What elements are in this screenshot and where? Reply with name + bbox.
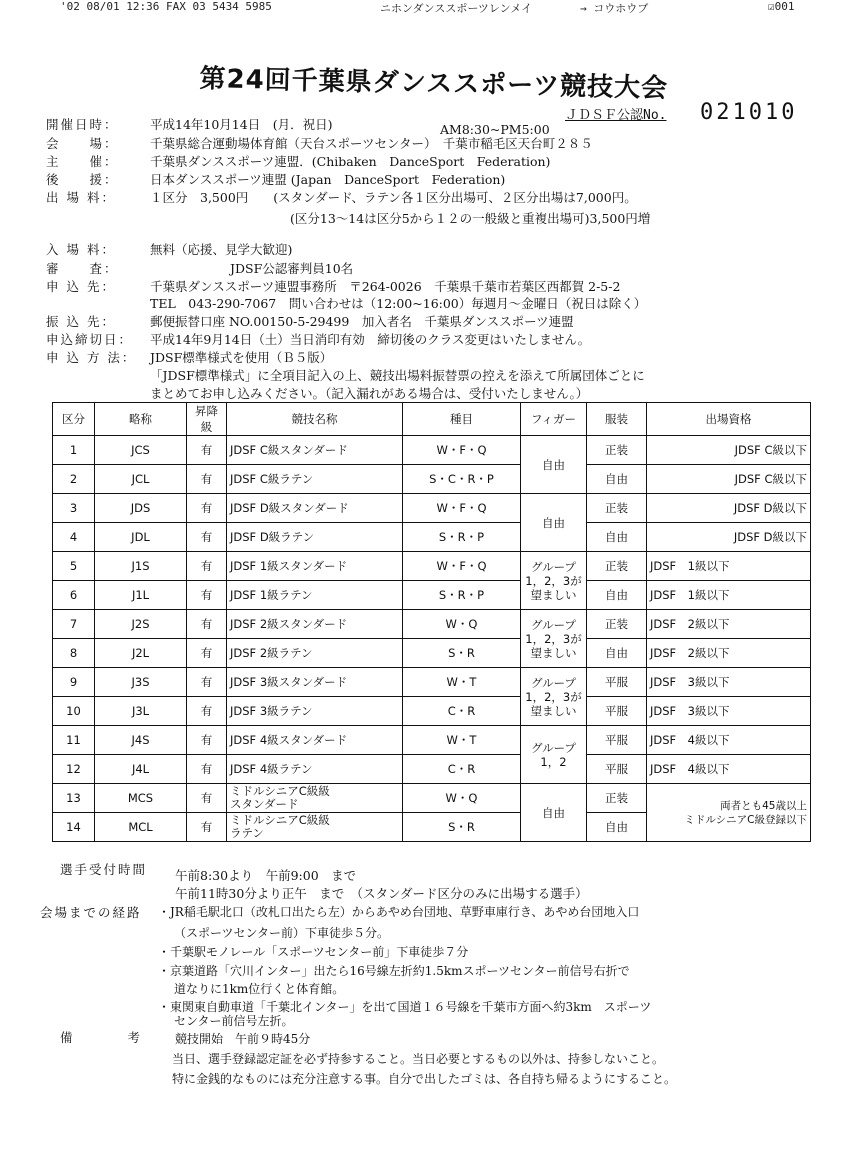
info-value-contact: TEL 043-290-7067 問い合わせは（12:00~16:00）毎週月～金曜日（祝日は除く） bbox=[150, 296, 647, 311]
info-label-judging: 審 査： bbox=[46, 261, 119, 276]
cell-name: JDSF 3級スタンダード bbox=[227, 668, 403, 697]
col-header-division: 区分 bbox=[53, 403, 95, 436]
cell-dress: 自由 bbox=[587, 813, 647, 842]
cell-promotion: 有 bbox=[187, 610, 227, 639]
col-header-qualification: 出場資格 bbox=[647, 403, 811, 436]
info-value-fee-note: (区分13～14は区分5から１２の一般級と重複出場可)3,500円増 bbox=[290, 211, 651, 226]
cell-figure: グループ1，2，3が望ましい bbox=[521, 610, 587, 668]
info-value-date: 平成14年10月14日 (月．祝日) bbox=[150, 117, 333, 132]
cell-qualification: JDSF 2級以下 bbox=[647, 610, 811, 639]
cell-promotion: 有 bbox=[187, 668, 227, 697]
cell-qualification: JDSF C級以下 bbox=[647, 436, 811, 465]
fax-sender: ニホンダンススポーツレンメイ bbox=[380, 2, 533, 15]
col-header-dress: 服装 bbox=[587, 403, 647, 436]
reception-line-1: 午前8:30より 午前9:00 まで bbox=[175, 868, 357, 883]
cell-event: S・R bbox=[403, 639, 521, 668]
cell-event: S・R・P bbox=[403, 523, 521, 552]
fax-timestamp: '02 08/01 12:36 FAX 03 5434 5985 bbox=[60, 0, 272, 13]
cell-name: JDSF 1級ラテン bbox=[227, 581, 403, 610]
info-label-organizer: 主 催： bbox=[46, 154, 119, 169]
cell-name-line-2: スタンダード bbox=[230, 797, 299, 811]
cell-promotion: 有 bbox=[187, 755, 227, 784]
cell-event: W・F・Q bbox=[403, 494, 521, 523]
cell-qualification bbox=[647, 784, 811, 842]
publication-label: ＪＤＳＦ公認No. bbox=[565, 108, 667, 123]
cell-division: 6 bbox=[53, 581, 95, 610]
cell-division: 8 bbox=[53, 639, 95, 668]
cell-abbr: MCS bbox=[95, 784, 187, 813]
cell-division: 12 bbox=[53, 755, 95, 784]
cell-promotion: 有 bbox=[187, 726, 227, 755]
table-row bbox=[53, 697, 811, 726]
info-value-admission: 無料（応援、見学大歓迎) bbox=[150, 242, 293, 257]
route-line-3: ・千葉駅モノレール「スポーツセンター前」下車徒歩７分 bbox=[158, 945, 469, 959]
cell-qualification-line-2: ミドルシニアC級登録以下 bbox=[684, 813, 807, 826]
remarks-label: 備 考 bbox=[60, 1030, 151, 1045]
route-line-6: ・東関東自動車道「千葉北インター」を出て国道１６号線を千葉市方面へ約3km スポーツ bbox=[158, 1000, 652, 1014]
cell-dress: 平服 bbox=[587, 668, 647, 697]
route-line-4: ・京葉道路「穴川インター」出たら16号線左折約1.5kmスポーツセンター前信号右折で bbox=[158, 964, 630, 978]
cell-promotion: 有 bbox=[187, 523, 227, 552]
cell-qualification: JDSF C級以下 bbox=[647, 465, 811, 494]
cell-figure: 自由 bbox=[521, 784, 587, 842]
cell-dress: 正装 bbox=[587, 436, 647, 465]
cell-promotion: 有 bbox=[187, 465, 227, 494]
cell-qualification: JDSF 1級以下 bbox=[647, 581, 811, 610]
info-label-method: 申 込 方 法： bbox=[46, 350, 137, 365]
cell-figure: 自由 bbox=[521, 494, 587, 552]
table-row bbox=[53, 784, 811, 813]
table-row bbox=[53, 581, 811, 610]
cell-event: W・Q bbox=[403, 784, 521, 813]
cell-name: JDSF C級スタンダード bbox=[227, 436, 403, 465]
cell-name: JDSF 2級スタンダード bbox=[227, 610, 403, 639]
info-value-fee: １区分 3,500円 (スタンダード、ラテン各１区分出場可、２区分出場は7,000円。 bbox=[150, 190, 637, 205]
info-value-apply-to: 千葉県ダンススポーツ連盟事務所 〒264-0026 千葉県千葉市若葉区西都賀 2-5-2 bbox=[150, 279, 621, 294]
cell-qualification-line-1: 両者とも45歳以上 bbox=[720, 799, 807, 812]
info-label-venue: 会 場： bbox=[46, 136, 119, 151]
cell-division: 4 bbox=[53, 523, 95, 552]
cell-event: W・Q bbox=[403, 610, 521, 639]
col-header-promotion: 昇降級 bbox=[187, 403, 227, 436]
info-label-deadline: 申込締切日： bbox=[46, 332, 134, 347]
cell-dress: 正装 bbox=[587, 494, 647, 523]
remarks-line-1: 競技開始 午前９時45分 bbox=[175, 1032, 311, 1046]
cell-figure: 自由 bbox=[521, 436, 587, 494]
cell-division: 13 bbox=[53, 784, 95, 813]
cell-division: 3 bbox=[53, 494, 95, 523]
cell-name: JDSF D級スタンダード bbox=[227, 494, 403, 523]
cell-name bbox=[227, 813, 403, 842]
cell-promotion: 有 bbox=[187, 436, 227, 465]
cell-name: JDSF 4級スタンダード bbox=[227, 726, 403, 755]
cell-qualification: JDSF 2級以下 bbox=[647, 639, 811, 668]
cell-abbr: JCL bbox=[95, 465, 187, 494]
cell-abbr: J4S bbox=[95, 726, 187, 755]
cell-event: C・R bbox=[403, 755, 521, 784]
cell-division: 11 bbox=[53, 726, 95, 755]
cell-dress: 正装 bbox=[587, 784, 647, 813]
publication-number: 021010 bbox=[700, 100, 798, 125]
cell-dress: 自由 bbox=[587, 523, 647, 552]
cell-event: S・R bbox=[403, 813, 521, 842]
cell-qualification: JDSF 1級以下 bbox=[647, 552, 811, 581]
cell-abbr: MCL bbox=[95, 813, 187, 842]
cell-name-line-1: ミドルシニアC級級 bbox=[230, 784, 330, 798]
cell-dress: 正装 bbox=[587, 610, 647, 639]
cell-dress: 平服 bbox=[587, 697, 647, 726]
col-header-abbr: 略称 bbox=[95, 403, 187, 436]
cell-abbr: J4L bbox=[95, 755, 187, 784]
instructions-line-2: まとめてお申し込みください。（記入漏れがある場合は、受付いたしません。） bbox=[150, 386, 589, 401]
cell-name: JDSF D級ラテン bbox=[227, 523, 403, 552]
cell-qualification: JDSF 3級以下 bbox=[647, 668, 811, 697]
cell-qualification: JDSF D級以下 bbox=[647, 523, 811, 552]
cell-abbr: J2L bbox=[95, 639, 187, 668]
info-label-date: 開催日時： bbox=[46, 117, 119, 132]
table-row bbox=[53, 639, 811, 668]
info-label-transfer: 振 込 先： bbox=[46, 314, 116, 329]
table-row bbox=[53, 494, 811, 523]
table-row bbox=[53, 610, 811, 639]
cell-dress: 平服 bbox=[587, 726, 647, 755]
info-value-transfer: 郵便振替口座 NO.00150-5-29499 加入者名 千葉県ダンススポーツ連盟 bbox=[150, 314, 574, 329]
cell-promotion: 有 bbox=[187, 784, 227, 813]
route-label: 会場までの経路 bbox=[40, 905, 142, 920]
info-value-deadline: 平成14年9月14日（土）当日消印有効 締切後のクラス変更はいたしません。 bbox=[150, 332, 591, 347]
cell-abbr: J1L bbox=[95, 581, 187, 610]
cell-name: JDSF 2級ラテン bbox=[227, 639, 403, 668]
cell-dress: 平服 bbox=[587, 755, 647, 784]
col-header-name: 競技名称 bbox=[227, 403, 403, 436]
remarks-line-2: 当日、選手登録認定証を必ず持参すること。当日必要とするもの以外は、持参しないこと。 bbox=[172, 1052, 665, 1066]
fax-receiver: → コウホウブ bbox=[580, 2, 649, 15]
route-line-2: （スポーツセンター前）下車徒歩５分。 bbox=[174, 926, 390, 940]
cell-event: W・F・Q bbox=[403, 552, 521, 581]
cell-name-line-1: ミドルシニアC級級 bbox=[230, 813, 330, 827]
col-header-figure: フィガー bbox=[521, 403, 587, 436]
instructions-line-1: 「JDSF標準様式」に全項目記入の上、競技出場料振替票の控えを添えて所属団体ごとに bbox=[150, 368, 645, 383]
cell-event: C・R bbox=[403, 697, 521, 726]
cell-qualification: JDSF 4級以下 bbox=[647, 726, 811, 755]
cell-division: 7 bbox=[53, 610, 95, 639]
info-value-judging: JDSF公認審判員10名 bbox=[230, 261, 354, 276]
info-value-method: JDSF標準様式を使用（Ｂ５版） bbox=[150, 350, 333, 365]
table-row bbox=[53, 465, 811, 494]
cell-figure: グループ1，2，3が望ましい bbox=[521, 552, 587, 610]
info-value-support: 日本ダンススポーツ連盟 (Japan DanceSport Federation) bbox=[150, 172, 506, 187]
cell-event: S・C・R・P bbox=[403, 465, 521, 494]
document-title: 第24回千葉県ダンススポーツ競技大会 bbox=[199, 63, 669, 104]
cell-dress: 自由 bbox=[587, 581, 647, 610]
cell-promotion: 有 bbox=[187, 494, 227, 523]
cell-dress: 正装 bbox=[587, 552, 647, 581]
reception-label: 選手受付時間 bbox=[60, 862, 148, 877]
info-value-time: AM8:30~PM5:00 bbox=[440, 122, 550, 137]
cell-abbr: J1S bbox=[95, 552, 187, 581]
cell-name: JDSF C級ラテン bbox=[227, 465, 403, 494]
info-label-support: 後 援： bbox=[46, 172, 119, 187]
cell-qualification: JDSF 3級以下 bbox=[647, 697, 811, 726]
cell-name bbox=[227, 784, 403, 813]
cell-promotion: 有 bbox=[187, 813, 227, 842]
table-row bbox=[53, 726, 811, 755]
cell-abbr: J2S bbox=[95, 610, 187, 639]
cell-abbr: JDS bbox=[95, 494, 187, 523]
info-label-fee: 出 場 料： bbox=[46, 190, 116, 205]
cell-division: 5 bbox=[53, 552, 95, 581]
cell-event: S・R・P bbox=[403, 581, 521, 610]
table-header-row bbox=[53, 403, 811, 436]
cell-qualification: JDSF 4級以下 bbox=[647, 755, 811, 784]
cell-division: 2 bbox=[53, 465, 95, 494]
cell-abbr: JCS bbox=[95, 436, 187, 465]
table-row bbox=[53, 436, 811, 465]
route-line-1: ・JR稲毛駅北口（改札口出たら左）からあやめ台団地、草野車庫行き、あやめ台団地入口 bbox=[158, 905, 640, 919]
cell-division: 10 bbox=[53, 697, 95, 726]
event-table bbox=[52, 402, 811, 842]
table-row bbox=[53, 668, 811, 697]
cell-division: 9 bbox=[53, 668, 95, 697]
reception-line-2: 午前11時30分より正午 まで （スタンダード区分のみに出場する選手） bbox=[175, 886, 588, 901]
cell-abbr: JDL bbox=[95, 523, 187, 552]
route-line-7: センター前信号左折。 bbox=[174, 1014, 294, 1028]
cell-promotion: 有 bbox=[187, 552, 227, 581]
info-label-admission: 入 場 料： bbox=[46, 242, 116, 257]
col-header-event: 種目 bbox=[403, 403, 521, 436]
route-line-5: 道なりに1km位行くと体育館。 bbox=[174, 982, 345, 996]
cell-promotion: 有 bbox=[187, 639, 227, 668]
cell-abbr: J3S bbox=[95, 668, 187, 697]
table-row bbox=[53, 523, 811, 552]
cell-dress: 自由 bbox=[587, 465, 647, 494]
cell-dress: 自由 bbox=[587, 639, 647, 668]
cell-promotion: 有 bbox=[187, 697, 227, 726]
info-label-apply-to: 申 込 先： bbox=[46, 279, 116, 294]
cell-figure: グループ1，2 bbox=[521, 726, 587, 784]
cell-promotion: 有 bbox=[187, 581, 227, 610]
fax-page-number: ☑001 bbox=[768, 0, 795, 13]
cell-division: 14 bbox=[53, 813, 95, 842]
cell-name: JDSF 3級ラテン bbox=[227, 697, 403, 726]
cell-qualification: JDSF D級以下 bbox=[647, 494, 811, 523]
cell-event: W・T bbox=[403, 726, 521, 755]
info-value-organizer: 千葉県ダンススポーツ連盟．(Chibaken DanceSport Federation) bbox=[150, 154, 551, 169]
cell-name-line-2: ラテン bbox=[230, 826, 264, 840]
cell-name: JDSF 4級ラテン bbox=[227, 755, 403, 784]
remarks-line-3: 特に金銭的なものには充分注意する事。自分で出したゴミは、各自持ち帰るようにすること。 bbox=[172, 1072, 677, 1086]
cell-abbr: J3L bbox=[95, 697, 187, 726]
cell-event: W・T bbox=[403, 668, 521, 697]
cell-event: W・F・Q bbox=[403, 436, 521, 465]
cell-figure: グループ1，2，3が望ましい bbox=[521, 668, 587, 726]
table-row bbox=[53, 552, 811, 581]
cell-name: JDSF 1級スタンダード bbox=[227, 552, 403, 581]
cell-division: 1 bbox=[53, 436, 95, 465]
table-row bbox=[53, 755, 811, 784]
info-value-venue: 千葉県総合運動場体育館（天台スポーツセンター） 千葉市稲毛区天台町２８５ bbox=[150, 136, 593, 151]
